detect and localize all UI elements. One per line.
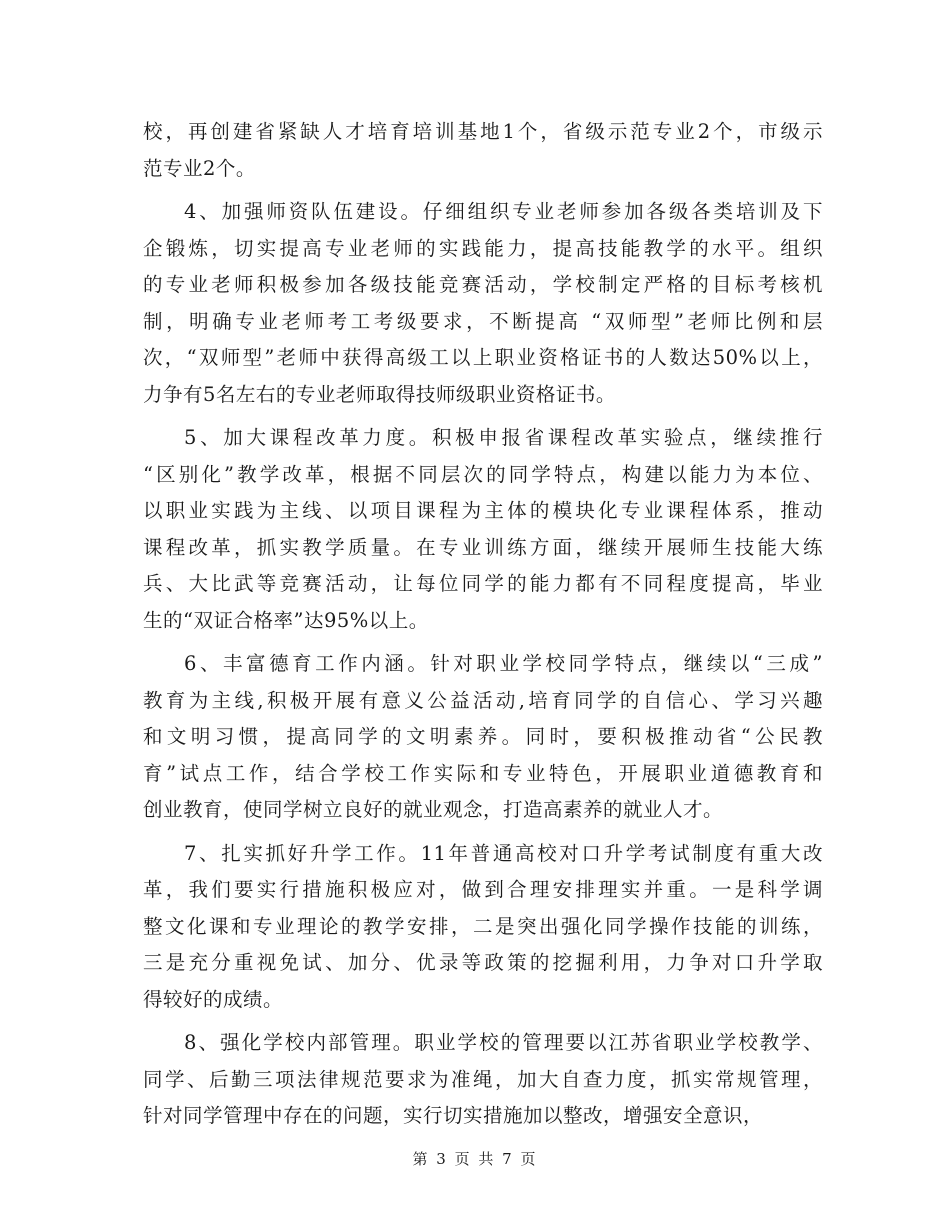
text-line: 和文明习惯，提高同学的文明素养。同时，要积极推动省“公民教 — [143, 725, 823, 748]
text-line: 力争有5名左右的专业老师取得技师级职业资格证书。 — [143, 382, 616, 406]
text-line: 企锻炼，切实提高专业老师的实践能力，提高技能教学的水平。组织 — [143, 236, 823, 260]
paragraph — [143, 194, 823, 413]
text-line: 4、加强师资队伍建设。仔细组织专业老师参加各级各类培训及下 — [184, 200, 823, 223]
text-line: 的专业老师积极参加各级技能竞赛活动，学校制定严格的目标考核机 — [143, 273, 823, 296]
text-line: 育”试点工作，结合学校工作实际和专业特色，开展职业道德教育和 — [143, 761, 823, 785]
text-line: “区别化”教学改革，根据不同层次的同学特点，构建以能力为本位、 — [143, 462, 823, 486]
text-line: 生的“双证合格率”达95%以上。 — [143, 608, 429, 632]
paragraph — [143, 1025, 823, 1135]
document-body — [143, 114, 823, 1135]
text-line: 7、扎实抓好升学工作。11年普通高校对口升学考试制度有重大改 — [184, 841, 823, 865]
text-line: 革，我们要实行措施积极应对，做到合理安排理实并重。一是科学调 — [143, 878, 823, 901]
text-line: 创业教育，使同学树立良好的就业观念，打造高素养的就业人才。 — [143, 798, 724, 821]
paragraph — [143, 420, 823, 639]
text-line: 兵、大比武等竞赛活动，让每位同学的能力都有不同程度提高，毕业 — [143, 572, 823, 595]
text-line: 整文化课和专业理论的教学安排，二是突出强化同学操作技能的训练， — [143, 914, 823, 938]
text-line: 教育为主线,积极开展有意义公益活动,培育同学的自信心、学习兴趣 — [143, 688, 823, 712]
paragraph — [143, 836, 823, 1019]
text-line: 三是充分重视免试、加分、优录等政策的挖掘利用，力争对口升学取 — [143, 951, 823, 974]
text-line: 5、加大课程改革力度。积极申报省课程改革实验点，继续推行 — [184, 426, 823, 449]
text-line: 6、丰富德育工作内涵。针对职业学校同学特点，继续以“三成” — [184, 652, 823, 675]
paragraph — [143, 646, 823, 829]
text-line: 8、强化学校内部管理。职业学校的管理要以江苏省职业学校教学、 — [184, 1031, 823, 1054]
text-line: 以职业实践为主线、以项目课程为主体的模块化专业课程体系，推动 — [143, 499, 823, 522]
text-line: 制，明确专业老师考工考级要求，不断提高 “双师型”老师比例和层 — [143, 309, 823, 333]
text-line: 针对同学管理中存在的问题，实行切实措施加以整改，增强安全意识， — [143, 1104, 764, 1127]
text-line: 同学、后勤三项法律规范要求为准绳，加大自查力度，抓实常规管理， — [143, 1067, 823, 1091]
text-line: 次，“双师型”老师中获得高级工以上职业资格证书的人数达50%以上， — [143, 346, 823, 369]
text-line: 课程改革，抓实教学质量。在专业训练方面，继续开展师生技能大练 — [143, 535, 823, 559]
text-line: 校，再创建省紧缺人才培育培训基地1个，省级示范专业2个，市级示 — [143, 120, 823, 143]
paragraph — [143, 114, 823, 187]
text-line: 范专业2个。 — [143, 156, 256, 180]
text-line: 得较好的成绩。 — [143, 987, 284, 1011]
page-number-footer: 第 3 页 共 7 页 — [412, 1150, 538, 1168]
